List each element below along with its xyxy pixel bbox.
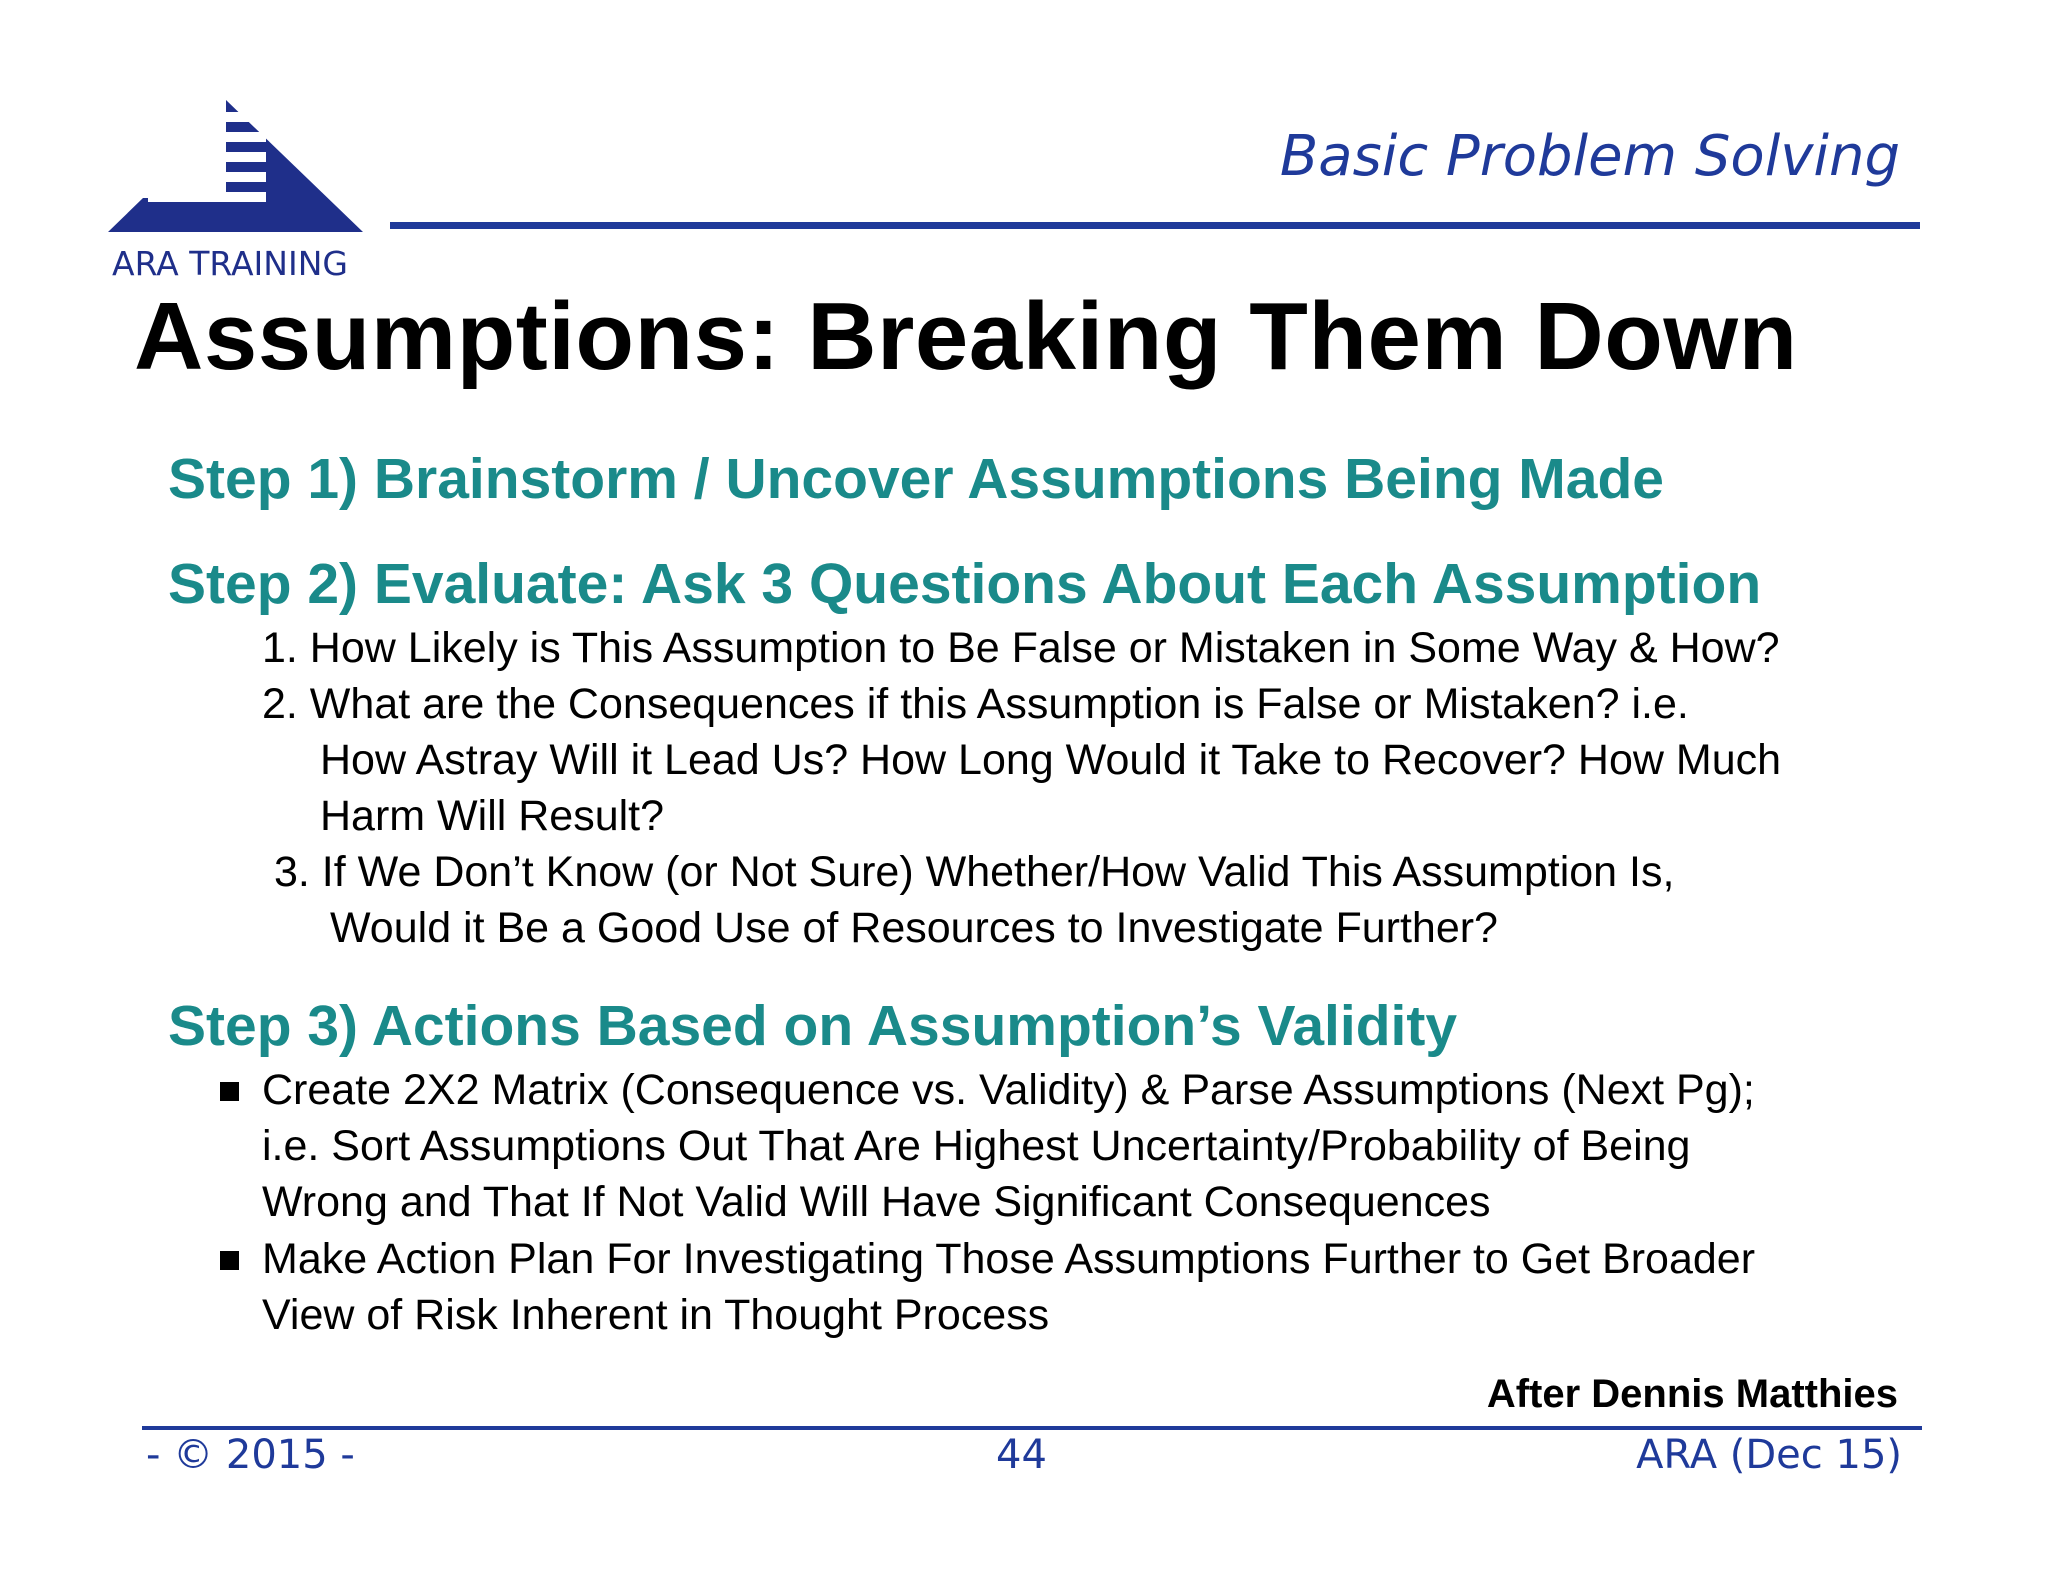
step-1-heading: Step 1) Brainstorm / Uncover Assumptions Being Made bbox=[168, 447, 1664, 511]
logo-text: ARA TRAINING bbox=[112, 244, 348, 283]
question-2-line-2: How Astray Will it Lead Us? How Long Would it Take to Recover? How Much bbox=[320, 736, 1782, 784]
page-number: 44 bbox=[996, 1432, 1047, 1478]
question-3-line-1: 3. If We Don’t Know (or Not Sure) Whether/How Valid This Assumption Is, bbox=[274, 848, 1675, 896]
bullet-1-line-1: Create 2X2 Matrix (Consequence vs. Validity) & Parse Assumptions (Next Pg); bbox=[262, 1066, 1755, 1114]
slide-title: Assumptions: Breaking Them Down bbox=[134, 283, 1798, 390]
bullet-1-line-3: Wrong and That If Not Valid Will Have Significant Consequences bbox=[262, 1178, 1491, 1226]
deck-title: Basic Problem Solving bbox=[1279, 124, 1900, 189]
footer-org-date: ARA (Dec 15) bbox=[1636, 1432, 1902, 1478]
question-1: 1. How Likely is This Assumption to Be False or Mistaken in Some Way & How? bbox=[262, 624, 1780, 672]
footer-divider bbox=[142, 1426, 1922, 1430]
bullet-2-line-1: Make Action Plan For Investigating Those Assumptions Further to Get Broader bbox=[262, 1235, 1756, 1283]
header-divider bbox=[390, 222, 1920, 229]
ara-training-logo-icon bbox=[108, 100, 368, 232]
footer-copyright: - © 2015 - bbox=[146, 1432, 355, 1478]
question-3-line-2: Would it Be a Good Use of Resources to Investigate Further? bbox=[330, 904, 1498, 952]
bullet-square-icon bbox=[220, 1251, 239, 1270]
bullet-1-line-2: i.e. Sort Assumptions Out That Are Highest Uncertainty/Probability of Being bbox=[262, 1122, 1691, 1170]
question-2-line-3: Harm Will Result? bbox=[320, 792, 665, 840]
attribution: After Dennis Matthies bbox=[1486, 1372, 1898, 1416]
step-2-heading: Step 2) Evaluate: Ask 3 Questions About Each Assumption bbox=[168, 552, 1762, 616]
question-2-line-1: 2. What are the Consequences if this Assumption is False or Mistaken? i.e. bbox=[262, 680, 1689, 728]
bullet-square-icon bbox=[220, 1082, 239, 1101]
step-3-heading: Step 3) Actions Based on Assumption’s Validity bbox=[168, 994, 1458, 1058]
bullet-2-line-2: View of Risk Inherent in Thought Process bbox=[262, 1291, 1050, 1339]
